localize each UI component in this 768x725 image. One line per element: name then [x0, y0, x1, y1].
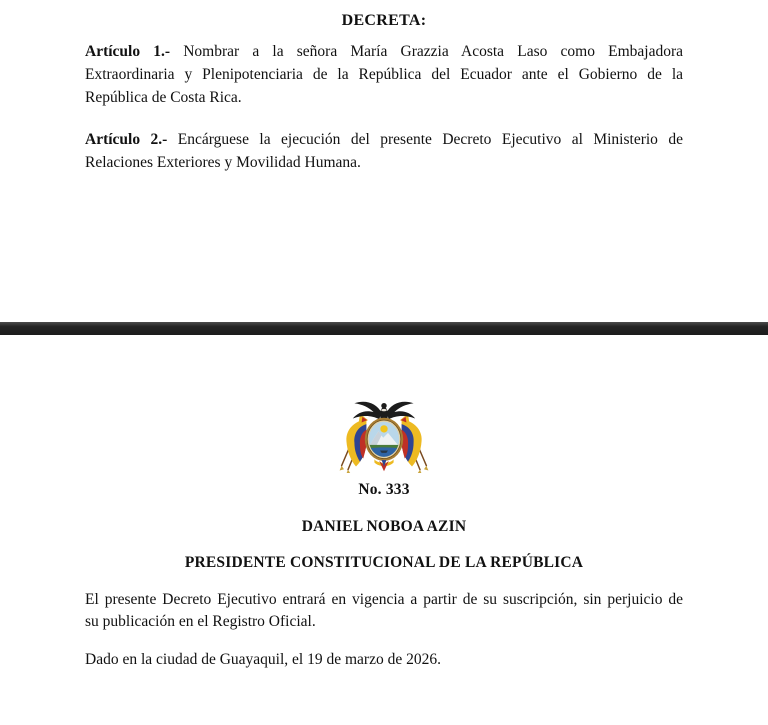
- text-line: Extraordinaria y Plenipotenciaria de la República del Ecuador ante el Gobierno de la: [85, 66, 683, 83]
- text-line: Artículo 2.- Encárguese la ejecución del presente Decreto Ejecutivo al Ministerio de: [85, 131, 683, 148]
- text-line: República de Costa Rica.: [85, 89, 242, 106]
- article-1-paragraph: [85, 40, 683, 109]
- text-line: Relaciones Exteriores y Movilidad Humana.: [85, 154, 361, 171]
- text-line: su publicación en el Registro Oficial.: [85, 613, 316, 630]
- date-line: Dado en la ciudad de Guayaquil, el 19 de marzo de 2026.: [85, 651, 441, 668]
- page-break-bar: [0, 322, 768, 335]
- text-line: El presente Decreto Ejecutivo entrará en vigencia a partir de su suscripción, sin perjuicio de: [85, 591, 683, 608]
- article-2-paragraph: [85, 128, 683, 174]
- emblem-container: [0, 396, 768, 473]
- decreta-heading: DECRETA:: [341, 12, 427, 29]
- decree-number: No. 333: [358, 481, 410, 498]
- effect-paragraph: [85, 589, 683, 633]
- emblem-left-flag: [346, 419, 366, 466]
- ecuador-coat-of-arms-icon: [336, 396, 432, 473]
- text-line: Artículo 1.- Nombrar a la señora María Grazzia Acosta Laso como Embajadora: [85, 43, 684, 60]
- president-name: DANIEL NOBOA AZIN: [301, 518, 467, 535]
- emblem-right-flag: [402, 419, 422, 466]
- president-title: PRESIDENTE CONSTITUCIONAL DE LA REPÚBLICA: [184, 554, 584, 571]
